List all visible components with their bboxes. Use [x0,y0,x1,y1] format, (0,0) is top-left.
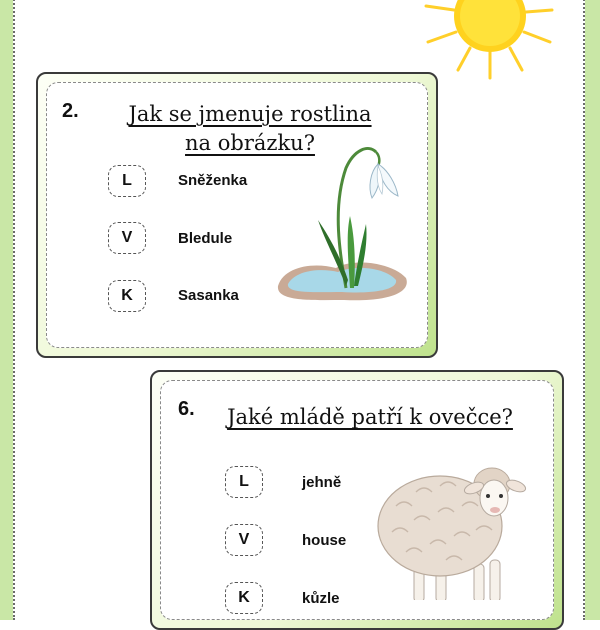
answer-option-text: Sasanka [178,287,239,304]
snowdrop-illustration [274,138,414,306]
answer-letter-box[interactable]: V [108,222,146,254]
answer-letter-box[interactable]: L [225,466,263,498]
question-title: Jaké mládě patří k ovečce? [227,405,513,429]
answer-letter-box[interactable]: L [108,165,146,197]
answer-letter-box[interactable]: K [225,582,263,614]
answer-letter-box[interactable]: K [108,280,146,312]
answer-option-text: Sněženka [178,172,248,189]
answer-option-text: house [302,532,347,549]
answer-letter-box[interactable]: V [225,524,263,556]
question-number: 6. [178,398,195,420]
question-title-line-2: na obrázku? [185,131,315,155]
sheep-illustration [376,456,536,600]
answer-option-text: Bledule [178,230,233,247]
answer-option-text: jehně [302,474,342,491]
question-title-line-1: Jak se jmenuje rostlina [128,102,372,126]
question-number: 2. [62,100,79,122]
answer-option-text: kůzle [302,590,340,607]
